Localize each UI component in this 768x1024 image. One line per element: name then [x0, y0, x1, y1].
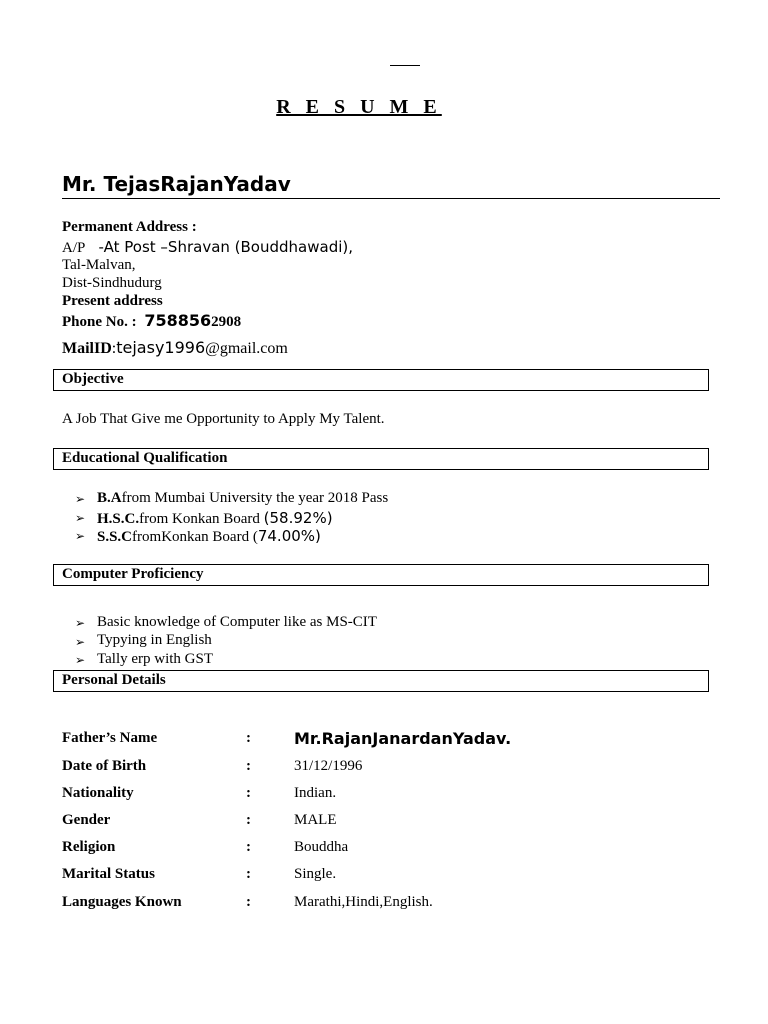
personal-heading: Personal Details — [62, 672, 166, 688]
personal-row-value: Bouddha — [294, 839, 349, 855]
personal-row-value: Indian. — [294, 785, 337, 801]
education-heading: Educational Qualification — [62, 450, 228, 466]
personal-row-label: Marital Status — [62, 866, 155, 882]
education-item-text: fromKonkan Board ( — [132, 529, 258, 545]
mail-domain: @gmail.com — [205, 340, 288, 357]
address-line-3: Dist-Sindhudurg — [62, 275, 162, 291]
personal-row-colon: : — [246, 839, 251, 855]
personal-row-value: 31/12/1996 — [294, 758, 363, 774]
present-address-label: Present address — [62, 293, 163, 309]
mail-label: MailID — [62, 340, 112, 357]
arrow-bullet-icon: ➢ — [75, 492, 86, 506]
personal-row-colon: : — [246, 866, 251, 882]
candidate-name: Mr. TejasRajanYadav — [62, 172, 291, 196]
education-item — [97, 527, 321, 546]
personal-row-colon: : — [246, 785, 251, 801]
personal-row-label: Father’s Name — [62, 730, 158, 746]
computer-heading: Computer Proficiency — [62, 566, 204, 582]
page-title: R E S U M E — [276, 96, 442, 118]
education-item — [97, 490, 388, 507]
education-item — [97, 509, 333, 528]
computer-section-header — [53, 564, 709, 586]
personal-row-colon: : — [246, 730, 251, 746]
objective-section-header — [53, 369, 709, 391]
arrow-bullet-icon: ➢ — [75, 616, 86, 630]
education-item-degree: S.S.C — [97, 529, 133, 545]
personal-row-value: Single. — [294, 866, 337, 882]
name-underline-divider — [62, 198, 720, 199]
mail-user: tejasy1996 — [116, 338, 206, 357]
arrow-bullet-icon: ➢ — [75, 635, 86, 649]
mail-line — [62, 338, 288, 358]
education-section-header — [53, 448, 709, 470]
personal-row-label: Languages Known — [62, 894, 182, 910]
mail-colon: : — [111, 340, 117, 357]
personal-row-value: Marathi,Hindi,English. — [294, 894, 433, 910]
arrow-bullet-icon: ➢ — [75, 653, 86, 667]
phone-line — [62, 311, 241, 331]
arrow-bullet-icon: ➢ — [75, 511, 86, 525]
computer-item: Tally erp with GST — [97, 651, 214, 667]
personal-row-label: Nationality — [62, 785, 134, 801]
address-line-2: Tal-Malvan, — [62, 257, 136, 273]
personal-row-colon: : — [246, 758, 251, 774]
objective-heading: Objective — [62, 371, 124, 387]
personal-row-label: Gender — [62, 812, 111, 828]
personal-row-label: Religion — [62, 839, 116, 855]
computer-item: Typying in English — [97, 632, 212, 648]
phone-part-2: 2908 — [211, 314, 242, 330]
objective-text: A Job That Give me Opportunity to Apply My Talent. — [62, 411, 385, 427]
phone-part-1: 758856 — [144, 311, 212, 330]
personal-row-colon: : — [246, 894, 251, 910]
permanent-address-label: Permanent Address : — [62, 219, 197, 235]
computer-item: Basic knowledge of Computer like as MS-CIT — [97, 614, 377, 630]
personal-section-header — [53, 670, 709, 692]
personal-row-value: Mr.RajanJanardanYadav. — [294, 729, 512, 748]
address-line-1 — [62, 238, 353, 257]
education-item-percent: (58.92%) — [263, 509, 333, 527]
ap-prefix: A/P — [62, 240, 85, 256]
top-dash-mark — [390, 65, 420, 66]
arrow-bullet-icon: ➢ — [75, 529, 86, 543]
personal-row-colon: : — [246, 812, 251, 828]
education-item-degree: B.A — [97, 490, 122, 506]
education-item-text: from Konkan Board — [139, 511, 264, 527]
education-item-percent: 74.00%) — [257, 527, 321, 545]
personal-row-value: MALE — [294, 812, 337, 828]
education-item-text: from Mumbai University the year 2018 Pass — [121, 490, 389, 506]
education-item-degree: H.S.C. — [97, 511, 140, 527]
personal-row-label: Date of Birth — [62, 758, 147, 774]
ap-text: -At Post –Shravan (Bouddhawadi), — [98, 238, 353, 256]
phone-label: Phone No. : — [62, 314, 137, 330]
